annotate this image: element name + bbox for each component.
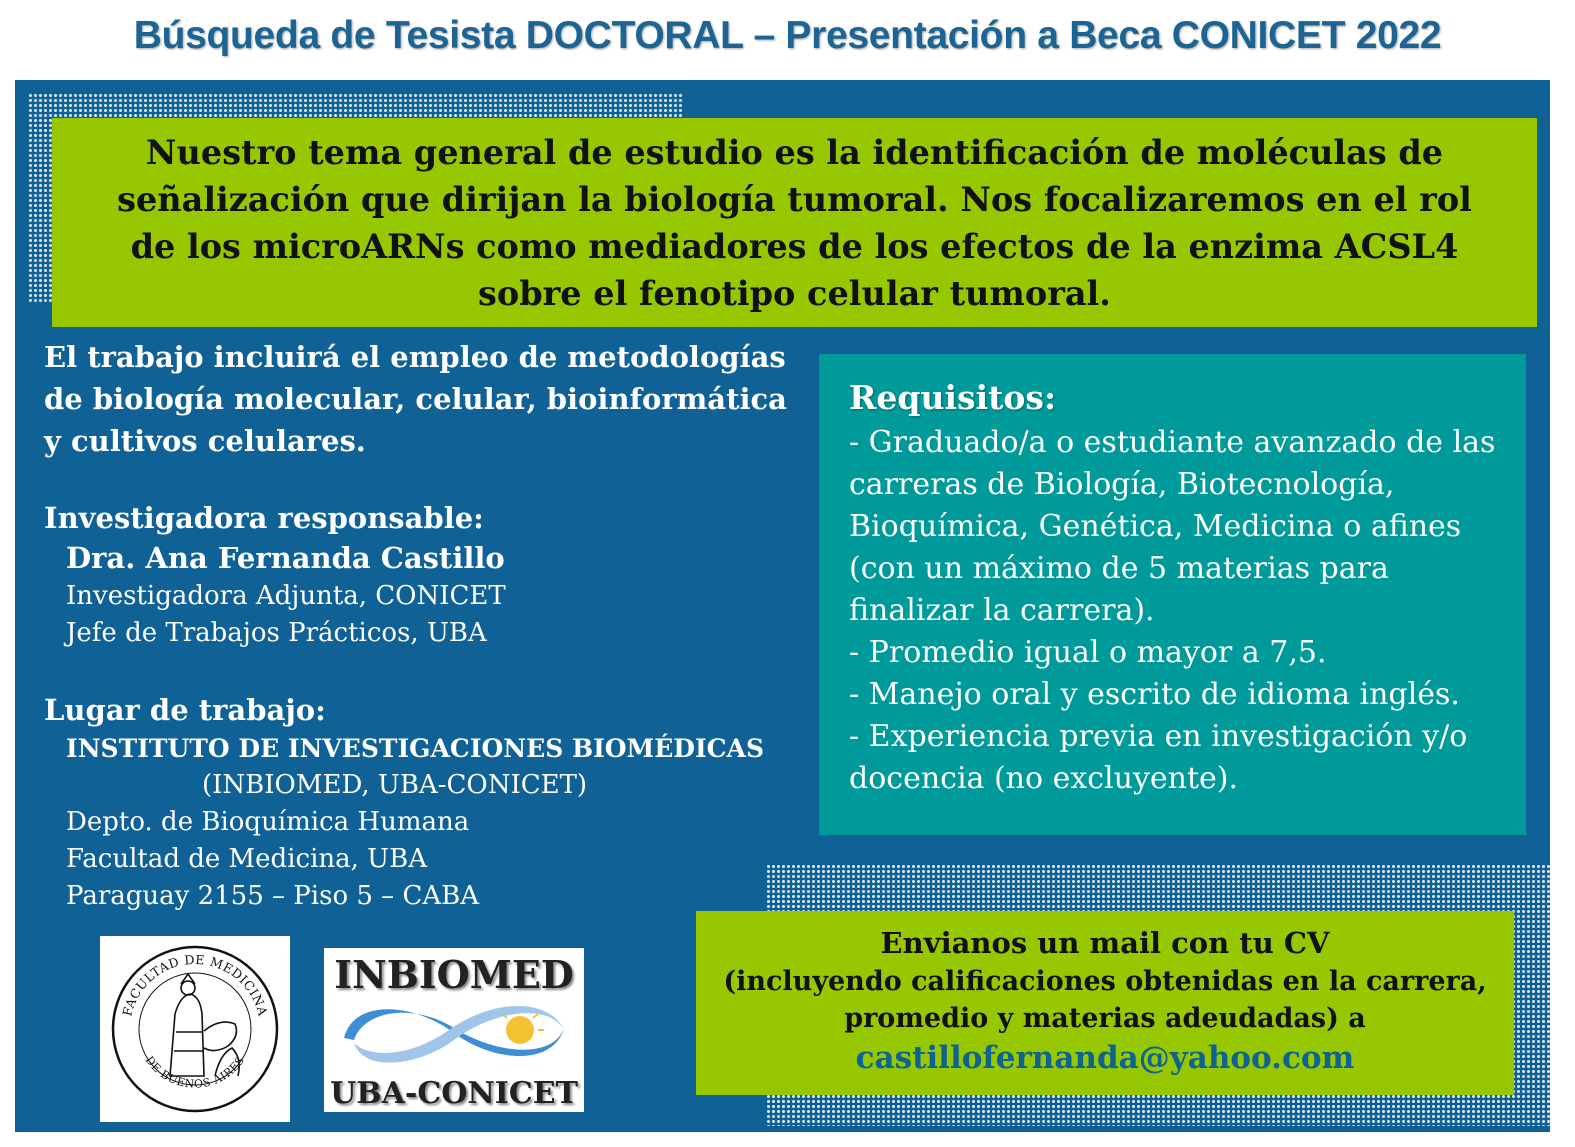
requirements-title [849, 376, 1512, 420]
requirement-item: - Promedio igual o mayor a 7,5. [849, 635, 1327, 670]
inbiomed-logo-title: INBIOMED [334, 952, 574, 997]
investigator-position-uba: Jefe de Trabajos Prácticos, UBA [66, 618, 487, 648]
address: Paraguay 2155 – Piso 5 – CABA [66, 881, 479, 911]
contact-box [696, 911, 1514, 1095]
seal-text-bottom: DE BUENOS AIRES [142, 1053, 248, 1091]
requirements-title-text: Requisitos [849, 378, 1044, 417]
institute-name: INSTITUTO DE INVESTIGACIONES BIOMÉDICAS [66, 734, 765, 763]
methods-text: El trabajo incluirá el empleo de metodologías de biología molecular, celular, bioinformática y cultivos celulares. [44, 340, 787, 458]
inbiomed-logo-subtitle: UBA-CONICET [330, 1076, 578, 1111]
inbiomed-logo [324, 948, 584, 1112]
requirement-item: - Manejo oral y escrito de idioma inglés. [849, 677, 1460, 712]
faculty-seal-icon [100, 936, 290, 1122]
inbiomed-infinity-icon [324, 948, 584, 1112]
details-column [44, 336, 804, 915]
research-topic-text: Nuestro tema general de estudio es la identificación de moléculas de señalización que dirijan la biología tumoral. Nos focalizaremos en el rol de los microARNs como mediadores de los efectos de la enzima ACSL4 sobre el fenotipo celular tumoral. [117, 132, 1472, 313]
page-title: Búsqueda de Tesista DOCTORAL – Presentación a Beca CONICET 2022 [133, 14, 1442, 57]
contact-detail: (incluyendo calificaciones obtenidas en la carrera, promedio y materias adeudadas) a [723, 966, 1487, 1034]
faculty-of-medicine-logo [100, 936, 290, 1122]
workplace-heading: Lugar de trabajo: [44, 693, 326, 727]
requirement-item: - Experiencia previa en investigación y/o docencia (no excluyente). [849, 719, 1468, 796]
department: Depto. de Bioquímica Humana [66, 807, 470, 837]
seal-text-top: FACULTAD DE MEDICINA [119, 951, 271, 1018]
investigator-name: Dra. Ana Fernanda Castillo [66, 541, 505, 575]
research-topic-box [52, 118, 1537, 327]
investigator-position-conicet: Investigadora Adjunta, CONICET [66, 581, 506, 611]
contact-email[interactable]: castillofernanda@yahoo.com [855, 1040, 1355, 1076]
requirements-box [819, 354, 1526, 835]
faculty: Facultad de Medicina, UBA [66, 844, 427, 874]
svg-text:DE BUENOS AIRES [143, 1054, 248, 1091]
contact-heading: Envianos un mail con tu CV [880, 926, 1330, 960]
requirement-item: - Graduado/a o estudiante avanzado de las carreras de Biología, Biotecnología, Bioquímica, Genética, Medicina o afines (con un máximo de 5 materias para finalizar la carrera). [849, 425, 1496, 628]
requirements-title-colon: : [1043, 378, 1057, 417]
institute-abbreviation: (INBIOMED, UBA-CONICET) [202, 770, 588, 800]
investigator-heading: Investigadora responsable: [44, 501, 484, 535]
